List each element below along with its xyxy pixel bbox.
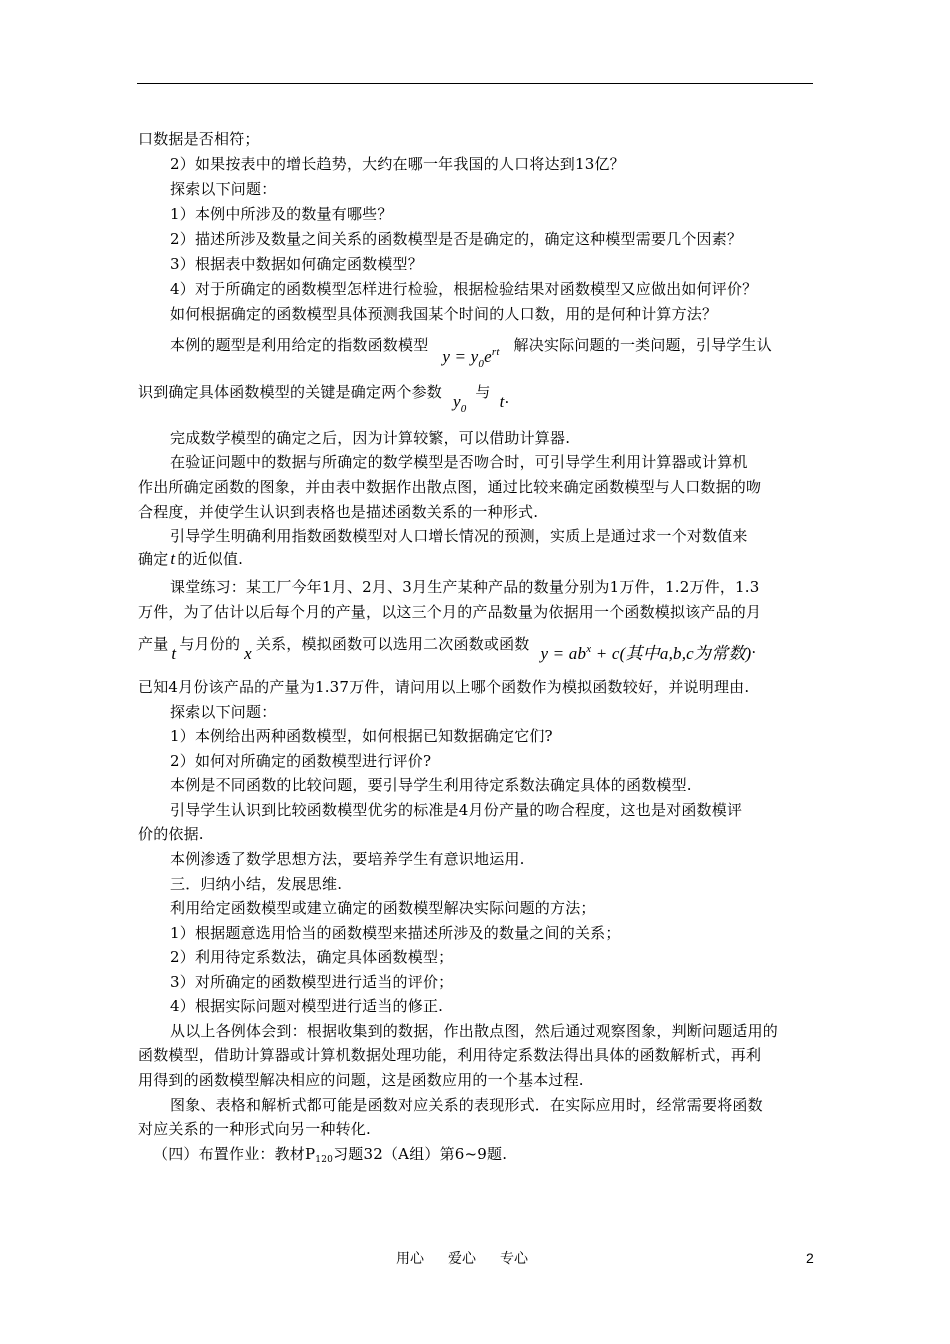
- text-line: 利用给定函数模型或建立确定的函数模型解决实际问题的方法；: [170, 899, 596, 917]
- text-line: 函数模型，借助计算器或计算机数据处理功能，利用待定系数法得出具体的函数解析式，再利: [138, 1046, 762, 1064]
- text-line: 合程度，并使学生认识到表格也是描述函数关系的一种形式.: [138, 503, 539, 521]
- fit-function-formula: [540, 644, 751, 663]
- text-line: 2）如何对所确定的函数模型进行评价?: [170, 752, 432, 770]
- text-line: 如何根据确定的函数模型具体预测我国某个时间的人口数，用的是何种计算方法？: [170, 305, 718, 323]
- text-line: 万件，为了估计以后每个月的产量，以这三个月的产品数量为依据用一个函数模拟该产品的月: [138, 603, 762, 621]
- param-symbol: y: [452, 392, 461, 411]
- text-line: 本例是不同函数的比较问题，要引导学生利用待定系数法确定具体的函数模型.: [170, 776, 692, 794]
- text-line: 2）如果按表中的增长趋势，大约在哪一年我国的人口将达到13亿？: [170, 155, 625, 173]
- text-line: 引导学生认识到比较函数模型优劣的标准是4月份产量的吻合程度，这也是对函数模评: [170, 801, 743, 819]
- text-line: 价的依据.: [138, 825, 204, 843]
- formula-rest: + c(其中a,b,c为常数): [595, 644, 752, 663]
- text-fragment: 产量: [138, 635, 169, 653]
- text-line: 本例渗透了数学思想方法，要培养学生有意识地运用.: [170, 850, 525, 868]
- formula-exponent: rt: [491, 346, 500, 358]
- text-fragment: （四）布置作业：教材P: [153, 1145, 316, 1163]
- formula-lhs: y = ab: [540, 644, 587, 663]
- text-line: 4）根据实际问题对模型进行适当的修正.: [170, 997, 444, 1015]
- text-fragment: 关系，模拟函数可以选用二次函数或函数: [255, 635, 530, 653]
- text-line: [138, 548, 243, 570]
- text-line: 产量 t 与月份的 x 关系，模拟函数可以选用二次函数或函数 $y = ab^x + c$(其中a,b,c为常数).: [138, 635, 757, 663]
- text-line: 对应关系的一种形式向另一种转化.: [138, 1120, 371, 1138]
- section-heading: 三．归纳小结，发展思维.: [170, 875, 343, 893]
- text-line: 用得到的函数模型解决相应的问题，这是函数应用的一个基本过程.: [138, 1071, 584, 1089]
- header-rule: [137, 83, 813, 84]
- text-line: 识到确定具体函数模型的关键是确定两个参数 $y_0$ 与 t.: [138, 383, 510, 415]
- text-line: 课堂练习：某工厂今年1月、2月、3月生产某种产品的数量分别为1万件，1.2万件，1.3: [170, 578, 760, 596]
- text-line: 探索以下问题：: [170, 180, 277, 198]
- text-line: 从以上各例体会到：根据收集到的数据，作出散点图，然后通过观察图象，判断问题适用的: [170, 1022, 779, 1040]
- formula-e: e: [484, 347, 492, 366]
- text-fragment: 本例的题型是利用给定的指数函数模型: [170, 336, 429, 354]
- text-fragment: 的近似值.: [177, 550, 244, 568]
- formula-subscript: 0: [478, 358, 485, 370]
- text-fragment: 确定: [138, 550, 169, 568]
- param-y0: [452, 392, 467, 415]
- text-line: 2）描述所涉及数量之间关系的函数模型是否是确定的，确定这种模型需要几个因素？: [170, 230, 743, 248]
- text-line: 1）根据题意选用恰当的函数模型来描述所涉及的数量之间的关系；: [170, 924, 621, 942]
- footer-text: 爱心: [448, 1251, 476, 1267]
- text-line: 作出所确定函数的图象，并由表中数据作出散点图，通过比较来确定函数模型与人口数据的吻: [138, 478, 762, 496]
- param-subscript: 0: [460, 403, 467, 415]
- exponential-model-formula: [442, 346, 500, 370]
- text-line: 4）对于所确定的函数模型怎样进行检验，根据检验结果对函数模型又应做出如何评价？: [170, 280, 758, 298]
- formula-exponent: x: [586, 643, 592, 655]
- text-fragment: 解决实际问题的一类问题，引导学生认: [513, 336, 772, 354]
- text-line: 3）根据表中数据如何确定函数模型？: [170, 255, 423, 273]
- text-line: 在验证问题中的数据与所确定的数学模型是否吻合时，可引导学生利用计算器或计算机: [170, 453, 748, 471]
- text-line: 口数据是否相符；: [138, 130, 260, 148]
- page-number: 2: [806, 1250, 814, 1266]
- text-fragment: 与月份的: [179, 635, 241, 653]
- var-x: x: [244, 644, 252, 663]
- text-line: 已知4月份该产品的产量为1.37万件，请问用以上哪个函数作为模拟函数较好，并说明理由.: [138, 678, 750, 696]
- var-t: t: [171, 644, 177, 663]
- text-fragment: 识到确定具体函数模型的关键是确定两个参数: [138, 383, 443, 401]
- param-t: t: [499, 392, 505, 411]
- text-line: 3）对所确定的函数模型进行适当的评价；: [170, 973, 454, 991]
- text-line: 探索以下问题：: [170, 703, 277, 721]
- page-subscript: 120: [315, 1155, 334, 1165]
- text-line: 2）利用待定系数法，确定具体函数模型；: [170, 948, 454, 966]
- footer-text: 专心: [500, 1251, 528, 1267]
- text-line: 完成数学模型的确定之后，因为计算较繁，可以借助计算器.: [170, 429, 571, 447]
- text-line: 1）本例给出两种函数模型，如何根据已知数据确定它们?: [170, 727, 553, 745]
- text-line: 引导学生明确利用指数函数模型对人口增长情况的预测，实质上是通过求一个对数值来: [170, 527, 748, 545]
- homework-line: [153, 1143, 507, 1171]
- var-t: t: [170, 549, 176, 568]
- text-line: 1）本例中所涉及的数量有哪些？: [170, 205, 393, 223]
- text-line: 图象、表格和解析式都可能是函数对应关系的表现形式．在实际应用时，经常需要将函数: [170, 1096, 763, 1114]
- footer-text: 用心: [396, 1251, 424, 1267]
- text-fragment: 习题32（A组）第6~9题.: [333, 1145, 508, 1163]
- formula-lhs: y = y: [442, 347, 479, 366]
- text-line: [170, 329, 772, 370]
- text-fragment: 与: [475, 383, 491, 401]
